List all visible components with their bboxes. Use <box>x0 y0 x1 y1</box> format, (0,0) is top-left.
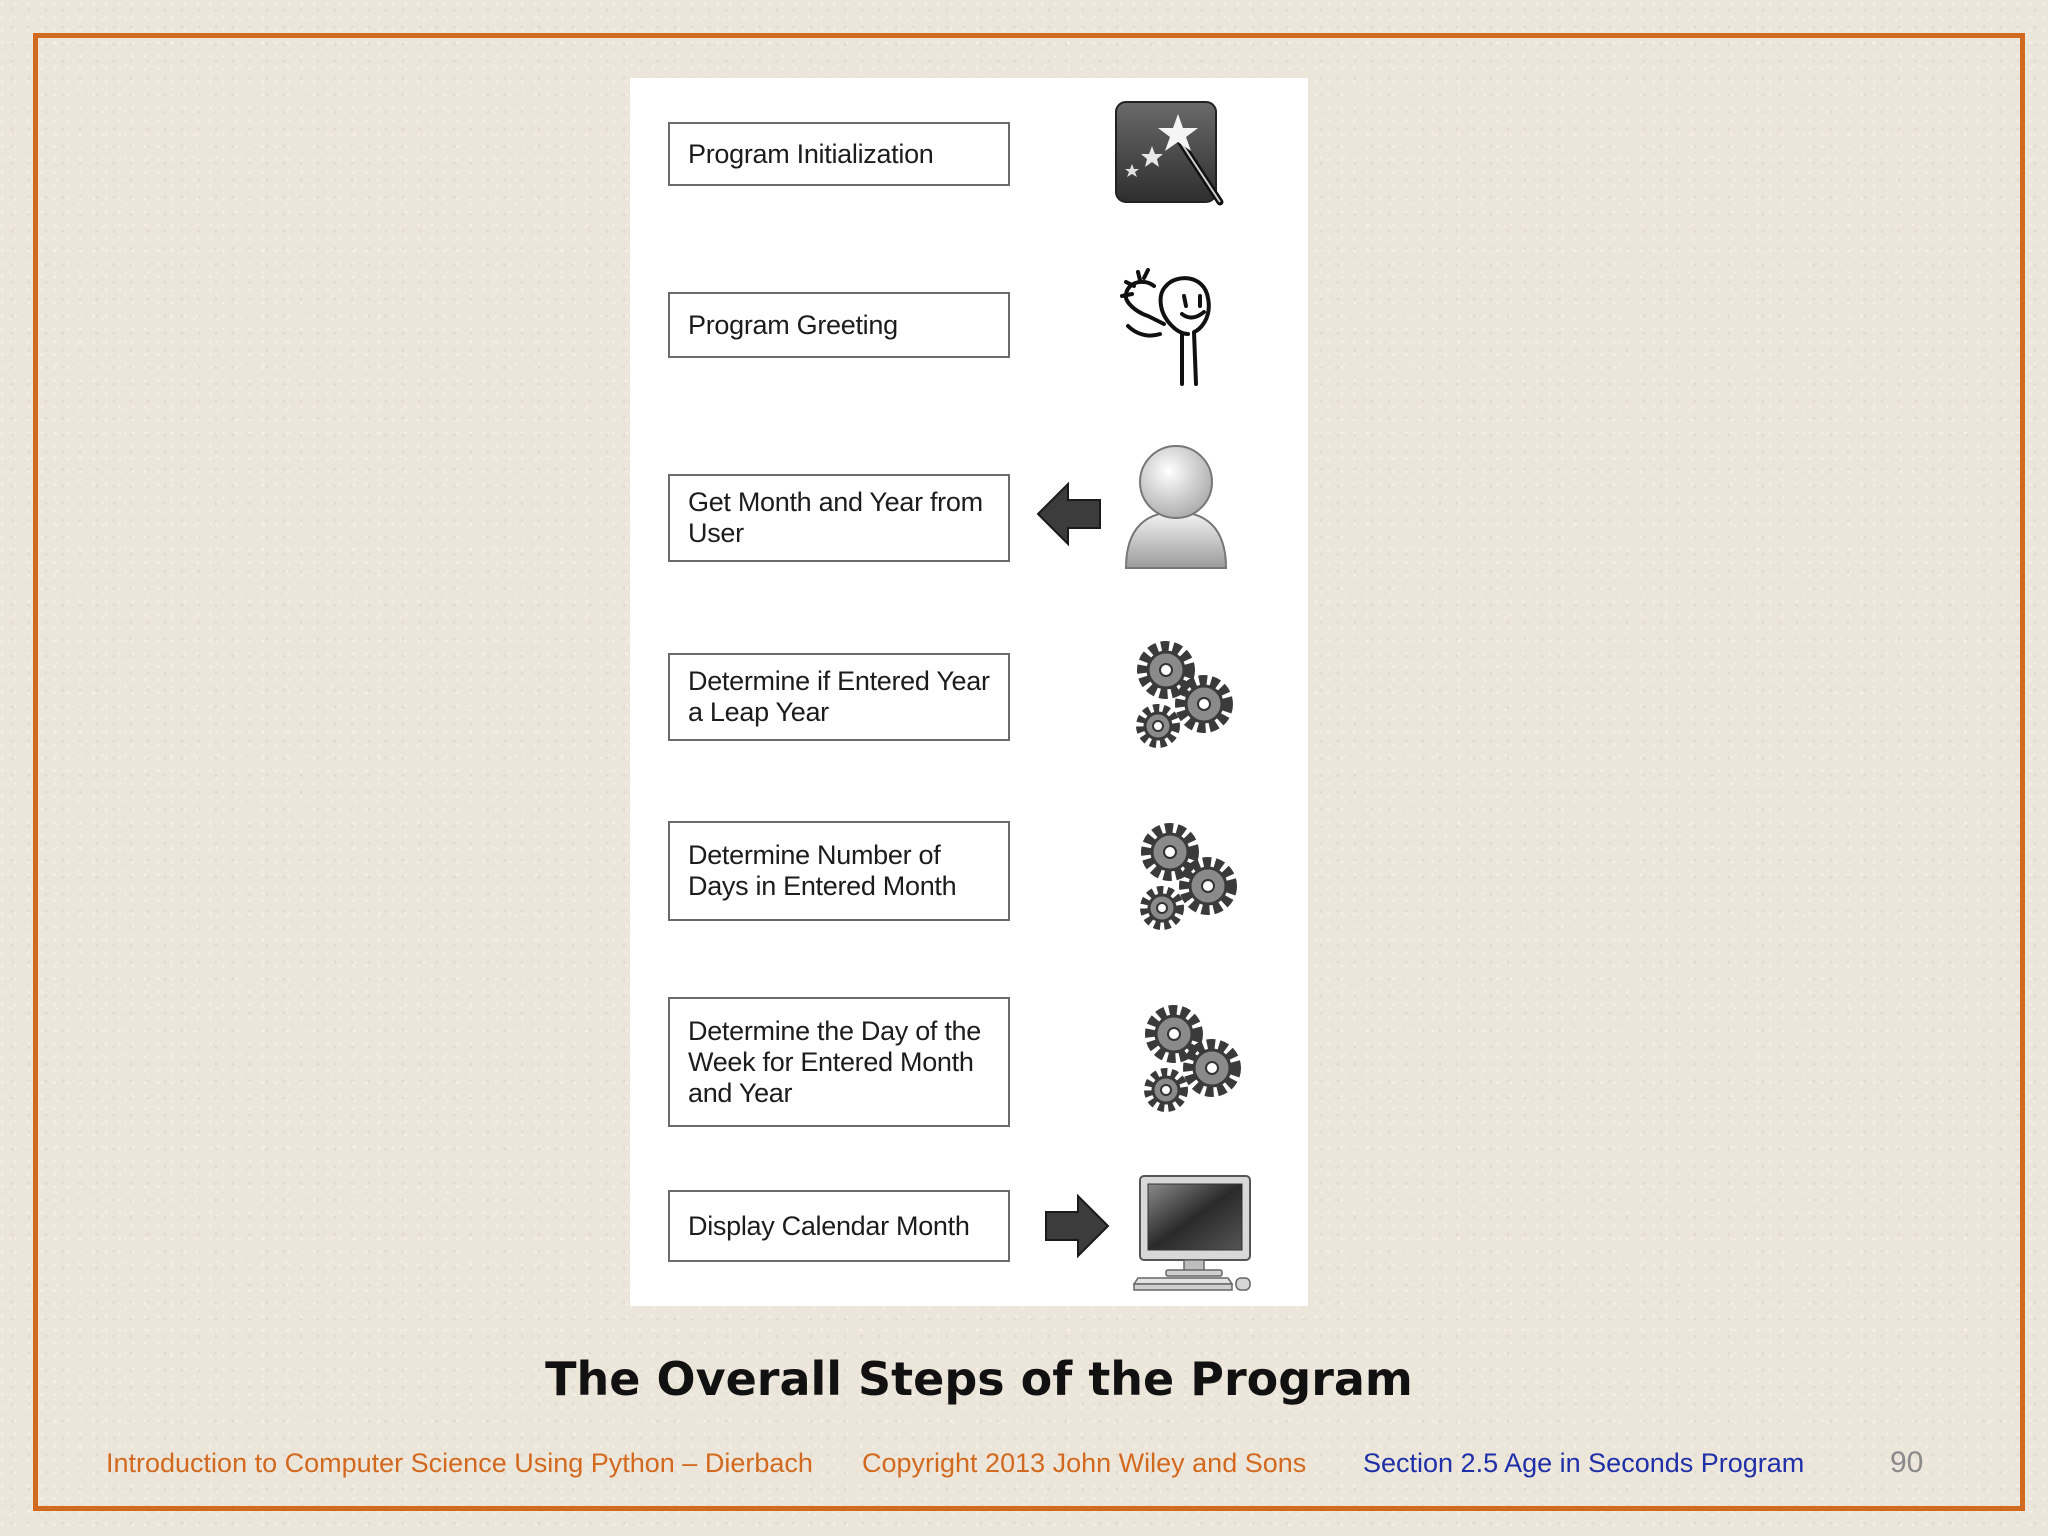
steps-diagram <box>630 78 1308 1306</box>
step-label: Determine the Day of the Week for Entered Month and Year <box>688 1015 981 1108</box>
step-days-in-month <box>668 821 1010 921</box>
gears-icon <box>1132 818 1244 936</box>
footer-section: Section 2.5 Age in Seconds Program <box>1363 1448 1805 1478</box>
step-label: Program Greeting <box>688 309 898 340</box>
step-label: Get Month and Year from User <box>688 487 983 548</box>
gears-icon <box>1136 1000 1248 1118</box>
step-day-of-week <box>668 997 1010 1127</box>
step-label: Program Initialization <box>688 138 934 169</box>
arrow-right-icon <box>1042 1190 1112 1262</box>
step-program-initialization <box>668 122 1010 186</box>
step-label: Display Calendar Month <box>688 1210 970 1241</box>
step-leap-year <box>668 653 1010 741</box>
page-number: 90 <box>1890 1446 1924 1479</box>
step-label: Determine Number of Days in Entered Month <box>688 840 957 901</box>
footer-copyright: Copyright 2013 John Wiley and Sons <box>862 1448 1307 1478</box>
waving-person-icon <box>1114 268 1224 388</box>
step-program-greeting <box>668 292 1010 358</box>
computer-icon <box>1130 1172 1254 1296</box>
magic-wand-icon <box>1112 98 1228 208</box>
user-icon <box>1118 440 1234 572</box>
step-label: Determine if Entered Year a Leap Year <box>688 666 990 727</box>
slide-title: The Overall Steps of the Program <box>545 1352 1413 1406</box>
gears-icon <box>1128 636 1240 754</box>
step-display-calendar <box>668 1190 1010 1262</box>
step-get-month-year <box>668 474 1010 562</box>
arrow-left-icon <box>1034 478 1104 550</box>
footer-book: Introduction to Computer Science Using Python – Dierbach <box>106 1448 813 1478</box>
